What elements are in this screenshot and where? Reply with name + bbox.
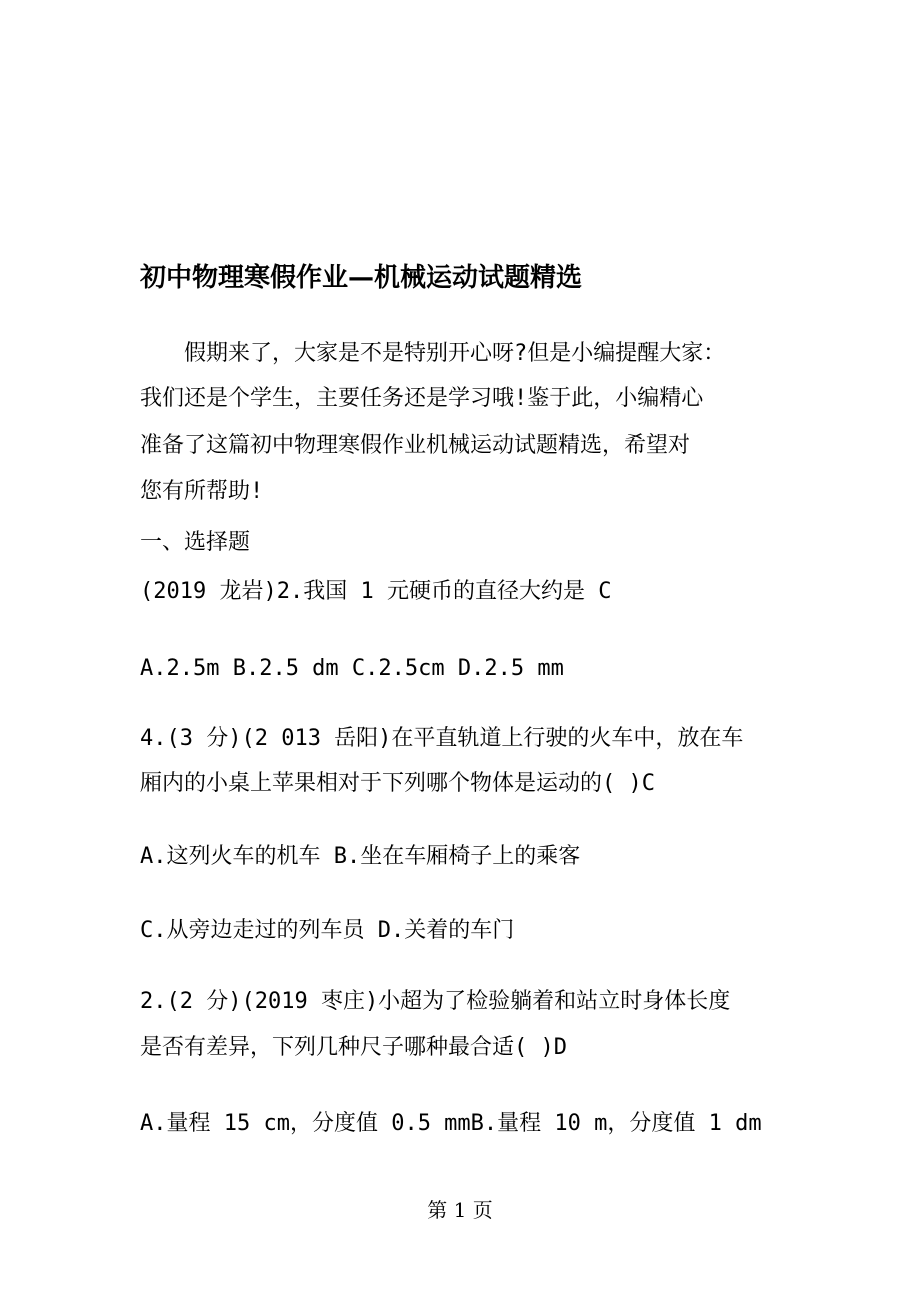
question-2-stem-line-2: 厢内的小桌上苹果相对于下列哪个物体是运动的( )C: [140, 771, 655, 796]
question-2-options-line-2: C.从旁边走过的列车员 D.关着的车门: [140, 918, 515, 943]
intro-line-1: 假期来了，大家是不是特别开心呀?但是小编提醒大家：: [140, 341, 726, 366]
question-1-options: A.2.5m B.2.5 dm C.2.5cm D.2.5 mm: [140, 656, 564, 681]
question-1-stem: (2019 龙岩)2.我国 1 元硬币的直径大约是 C: [140, 579, 612, 604]
section-heading: 一、选择题: [140, 530, 251, 555]
question-2-options-line-1: A.这列火车的机车 B.坐在车厢椅子上的乘客: [140, 844, 581, 869]
page-number: 第 1 页: [427, 1198, 493, 1222]
intro-line-2: 我们还是个学生，主要任务还是学习哦!鉴于此，小编精心: [140, 386, 704, 411]
document-title: 初中物理寒假作业—机械运动试题精选: [140, 263, 583, 293]
question-3-stem-line-2: 是否有差异，下列几种尺子哪种最合适( )D: [140, 1035, 567, 1060]
question-3-options-line-1: A.量程 15 cm，分度值 0.5 mmB.量程 10 m，分度值 1 dm: [140, 1111, 762, 1136]
intro-line-3: 准备了这篇初中物理寒假作业机械运动试题精选，希望对: [140, 433, 691, 458]
question-3-stem-line-1: 2.(2 分)(2019 枣庄)小超为了检验躺着和站立时身体长度: [140, 989, 731, 1014]
intro-line-4: 您有所帮助!: [140, 479, 264, 504]
question-2-stem-line-1: 4.(3 分)(2 013 岳阳)在平直轨道上行驶的火车中，放在车: [140, 726, 744, 751]
